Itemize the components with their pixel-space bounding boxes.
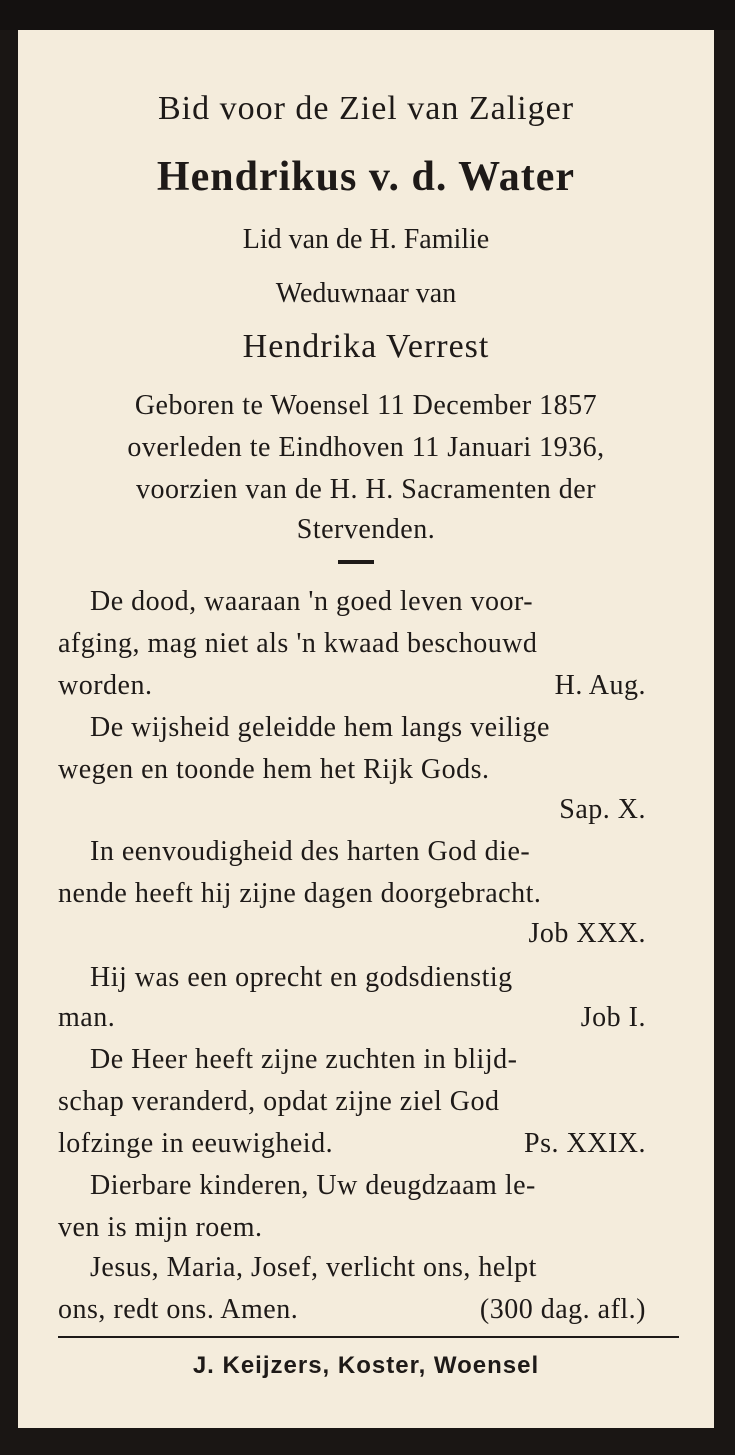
verse-line: Hij was een oprecht en godsdienstig: [90, 962, 513, 993]
verse-line: wegen en toonde hem het Rijk Gods.: [58, 754, 490, 785]
verse-line: afging, mag niet als 'n kwaad beschouwd: [58, 628, 538, 659]
verse-line: De wijsheid geleidde hem langs veilige: [90, 712, 550, 743]
verse-reference: Ps. XXIX.: [524, 1128, 646, 1159]
birth-line: Geboren te Woensel 11 December 1857: [134, 390, 598, 421]
death-line: overleden te Eindhoven 11 Januari 1936,: [127, 432, 605, 463]
verse-line: In eenvoudigheid des harten God die-: [90, 836, 531, 867]
sacraments-line-end: Stervenden.: [296, 514, 436, 545]
verse-reference: Sap. X.: [559, 794, 646, 825]
memorial-card: [18, 30, 714, 1428]
verse-reference: (300 dag. afl.): [479, 1294, 646, 1325]
verse-line: De dood, waaraan 'n goed leven voor-: [90, 586, 534, 617]
sacraments-line: voorzien van de H. H. Sacramenten der: [135, 474, 597, 505]
card-title: Bid voor de Ziel van Zaliger: [157, 90, 575, 127]
footer-divider: [58, 1336, 679, 1338]
verse-line: man.: [58, 1002, 116, 1033]
widower-line: Weduwnaar van: [275, 278, 457, 309]
verse-line: ven is mijn roem.: [58, 1212, 263, 1243]
membership-line: Lid van de H. Familie: [242, 224, 490, 255]
verse-line: De Heer heeft zijne zuchten in blijd-: [90, 1044, 518, 1075]
verse-reference: H. Aug.: [554, 670, 646, 701]
verse-line: ons, redt ons. Amen.: [58, 1294, 299, 1325]
verse-line: worden.: [58, 670, 153, 701]
verse-line: Dierbare kinderen, Uw deugdzaam le-: [90, 1170, 536, 1201]
verse-reference: Job I.: [580, 1002, 646, 1033]
verse-reference: Job XXX.: [528, 918, 646, 949]
verse-line: nende heeft hij zijne dagen doorgebracht.: [58, 878, 542, 909]
deceased-name: Hendrikus v. d. Water: [156, 154, 576, 200]
verse-line: lofzinge in eeuwigheid.: [58, 1128, 334, 1159]
short-divider: [338, 560, 374, 564]
spouse-name: Hendrika Verrest: [242, 328, 490, 365]
verse-line: schap veranderd, opdat zijne ziel God: [58, 1086, 500, 1117]
top-edge: [0, 0, 735, 30]
printer-credit: J. Keijzers, Koster, Woensel: [192, 1352, 540, 1379]
verse-line: Jesus, Maria, Josef, verlicht ons, helpt: [90, 1252, 537, 1283]
